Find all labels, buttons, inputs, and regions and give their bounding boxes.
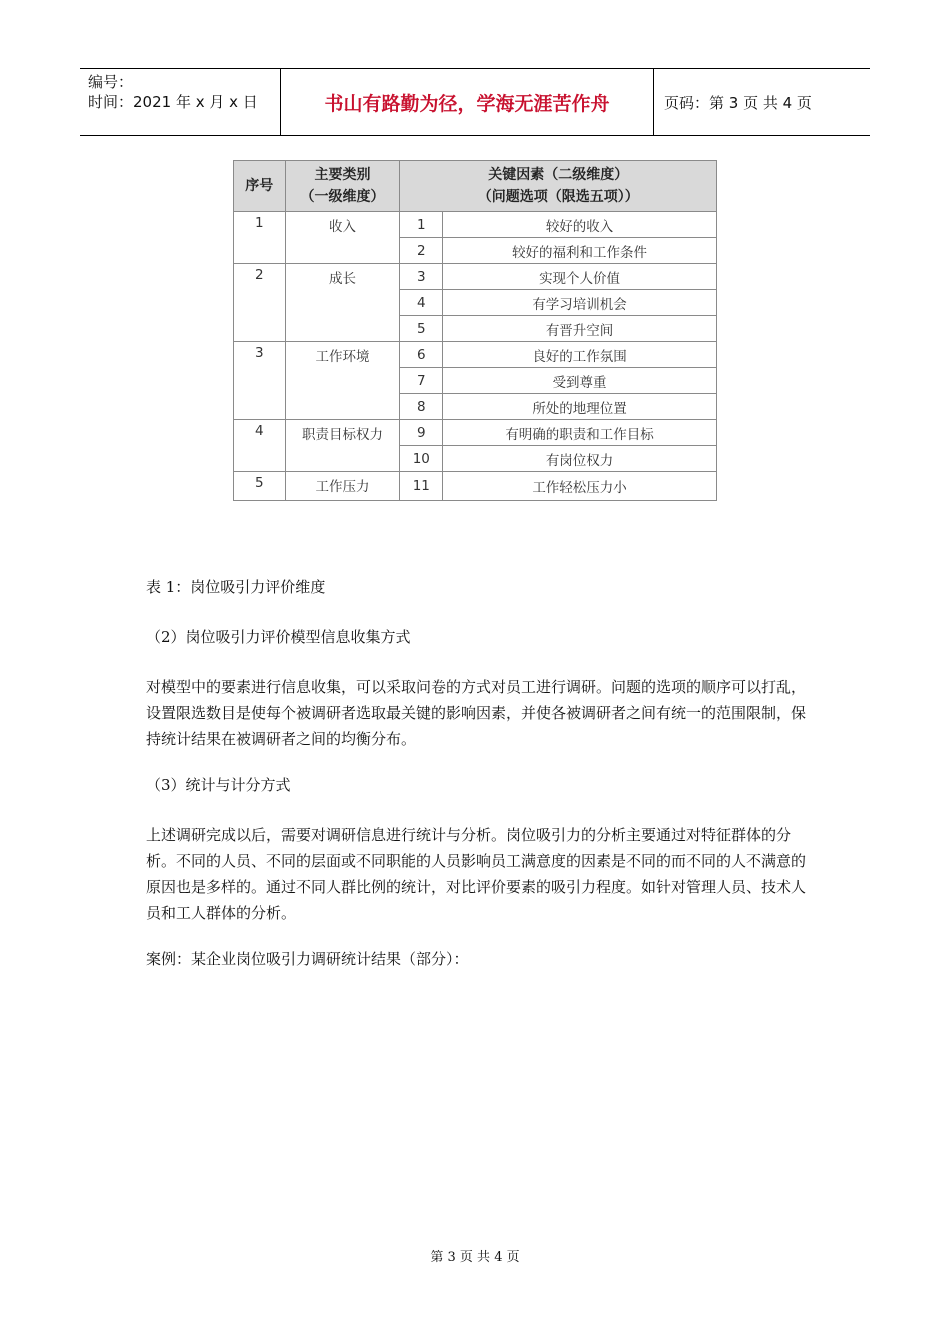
table-caption: 表 1：岗位吸引力评价维度	[146, 578, 326, 596]
section2-paragraph: 对模型中的要素进行信息收集，可以采取问卷的方式对员工进行调研。问题的选项的顺序可以打乱，设置限选数目是使每个被调研者选取最关键的影响因素，并使各被调研者之间有统一的范围限制，保持统计结果在被调研者之间的均衡分布。	[146, 678, 807, 748]
group-category: 成长	[285, 264, 400, 342]
table-row	[234, 342, 717, 368]
group-category: 工作压力	[285, 472, 400, 501]
item-text: 良好的工作氛围	[443, 342, 717, 368]
item-number: 4	[400, 290, 443, 316]
item-text: 较好的收入	[443, 212, 717, 238]
group-category: 职责目标权力	[285, 420, 400, 472]
group-seq: 2	[234, 264, 286, 342]
header-factor-line1: 关键因素（二级维度）	[488, 167, 629, 183]
group-seq: 3	[234, 342, 286, 420]
document-time-label: 时间：2021 年 x 月 x 日	[88, 93, 258, 111]
header-seq: 序号	[234, 161, 286, 212]
item-text: 有晋升空间	[443, 316, 717, 342]
group-seq: 4	[234, 420, 286, 472]
header-meta	[80, 69, 280, 135]
item-text: 较好的福利和工作条件	[443, 238, 717, 264]
item-number: 5	[400, 316, 443, 342]
group-seq: 5	[234, 472, 286, 501]
table-row	[234, 212, 717, 238]
item-number: 6	[400, 342, 443, 368]
item-text: 实现个人价值	[443, 264, 717, 290]
header-category-line1: 主要类别	[314, 167, 371, 183]
item-number: 11	[400, 472, 443, 501]
table-row	[234, 264, 717, 290]
table-header-row	[234, 161, 717, 212]
header-factor	[400, 161, 717, 212]
header-category-line2: （一级维度）	[300, 189, 385, 205]
page-footer: 第 3 页 共 4 页	[430, 1250, 520, 1265]
header-motto: 书山有路勤为径，学海无涯苦作舟	[280, 69, 654, 135]
item-text: 受到尊重	[443, 368, 717, 394]
case-line: 案例：某企业岗位吸引力调研统计结果（部分）：	[146, 950, 469, 968]
item-number: 1	[400, 212, 443, 238]
table-row	[234, 420, 717, 446]
section3-paragraph: 上述调研完成以后，需要对调研信息进行统计与分析。岗位吸引力的分析主要通过对特征群体的分析。不同的人员、不同的层面或不同职能的人员影响员工满意度的因素是不同的而不同的人不满意的原因也是多样的。通过不同人群比例的统计，对比评价要素的吸引力程度。如针对管理人员、技术人员和工人群体的分析。	[146, 826, 807, 922]
item-number: 10	[400, 446, 443, 472]
item-number: 7	[400, 368, 443, 394]
item-number: 8	[400, 394, 443, 420]
group-category: 工作环境	[285, 342, 400, 420]
page-header	[80, 68, 870, 136]
item-text: 有岗位权力	[443, 446, 717, 472]
header-page-info: 页码：第 3 页 共 4 页	[664, 93, 812, 112]
document-number-label: 编号：	[88, 73, 134, 91]
table-row	[234, 472, 717, 501]
item-number: 2	[400, 238, 443, 264]
item-text: 有学习培训机会	[443, 290, 717, 316]
item-text: 有明确的职责和工作目标	[443, 420, 717, 446]
group-seq: 1	[234, 212, 286, 264]
header-category	[285, 161, 400, 212]
item-number: 3	[400, 264, 443, 290]
group-category: 收入	[285, 212, 400, 264]
section3-title: （3）统计与计分方式	[146, 776, 291, 794]
evaluation-dimensions-table	[233, 160, 717, 501]
item-number: 9	[400, 420, 443, 446]
item-text: 所处的地理位置	[443, 394, 717, 420]
header-factor-line2: （问题选项（限选五项））	[477, 189, 639, 205]
section2-title: （2）岗位吸引力评价模型信息收集方式	[146, 628, 411, 646]
item-text: 工作轻松压力小	[443, 472, 717, 501]
